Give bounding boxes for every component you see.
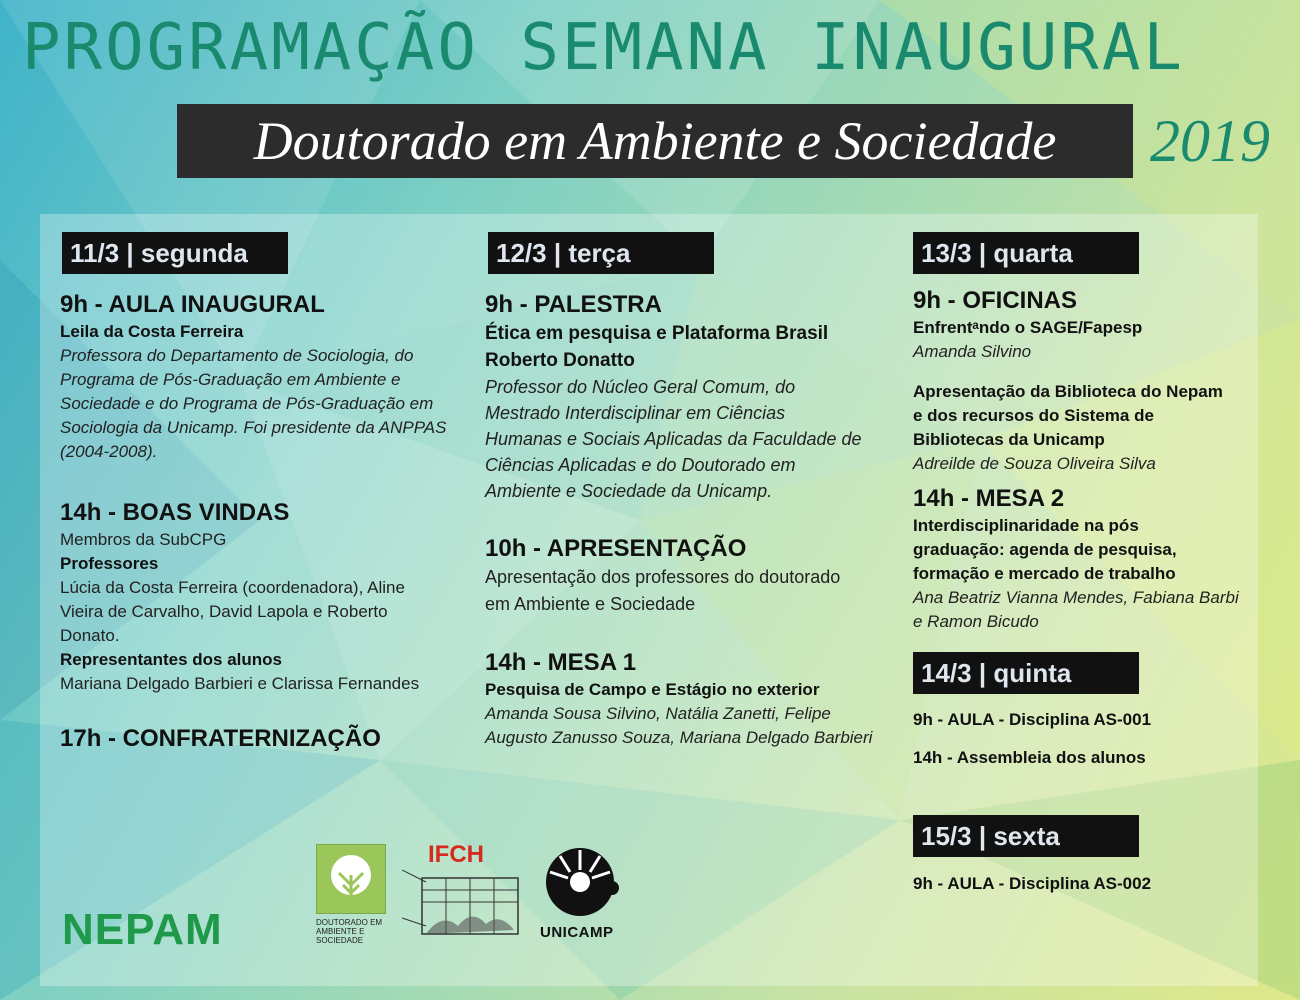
panel-title: Interdisciplinaridade na pós (913, 516, 1139, 535)
program-year: 2019 (1150, 108, 1270, 174)
schedule-column-1 (60, 290, 460, 754)
event-aula-inaugural (60, 290, 460, 464)
doutorado-line: AMBIENTE E (316, 927, 365, 936)
speaker-bio: Humanas e Sociais Aplicadas da Faculdade de (485, 429, 862, 449)
event-heading: 17h - CONFRATERNIZAÇÃO (60, 725, 381, 752)
workshop-title: Bibliotecas da Unicamp (913, 430, 1105, 449)
event-heading: 9h - PALESTRA (485, 291, 662, 318)
speaker-name: Roberto Donatto (485, 350, 635, 371)
speaker-bio: Ambiente e Sociedade da Unicamp. (485, 481, 773, 501)
spacer (913, 732, 1258, 746)
schedule-quinta (913, 708, 1258, 770)
event-line: Apresentação dos professores do doutorado (485, 567, 841, 587)
unicamp-logo (538, 842, 628, 942)
speaker-bio: Programa de Pós-Graduação em Ambiente e (60, 370, 401, 389)
event-heading: 9h - AULA INAUGURAL (60, 291, 325, 318)
event-oficinas (913, 286, 1258, 476)
doutorado-line: SOCIEDADE (316, 936, 364, 945)
day-label-sexta: 15/3 | sexta (913, 815, 1139, 857)
speaker-bio: Ciências Aplicadas e do Doutorado em (485, 455, 796, 475)
talk-title: Ética em pesquisa e Plataforma Brasil (485, 323, 829, 344)
spacer (913, 364, 1258, 380)
day-label-segunda: 11/3 | segunda (62, 232, 288, 274)
unicamp-emblem-icon (538, 842, 628, 922)
speaker-bio: Sociedade e do Programa de Pós-Graduação em (60, 394, 434, 413)
speaker-bio: Mestrado Interdisciplinar em Ciências (485, 403, 786, 423)
workshop-speaker: Amanda Silvino (913, 342, 1032, 361)
workshop-speaker: Adreilde de Souza Oliveira Silva (913, 454, 1156, 473)
event-aula: 9h - AULA - Disciplina AS-001 (913, 710, 1152, 729)
day-label-terca: 12/3 | terça (488, 232, 714, 274)
panel-speakers: e Ramon Bicudo (913, 612, 1039, 631)
doutorado-logo-text (316, 918, 386, 945)
speaker-bio: Professora do Departamento de Sociologia, do (60, 346, 414, 365)
schedule-column-3 (913, 286, 1258, 634)
ifch-logo-text: IFCH (428, 841, 484, 868)
event-boas-vindas (60, 498, 460, 696)
unicamp-logo-text: UNICAMP (540, 924, 614, 941)
workshop-title: Enfrentᵃndo o SAGE/Fapesp (913, 318, 1143, 337)
doutorado-logo (316, 844, 386, 945)
speaker-name: Leila da Costa Ferreira (60, 322, 244, 341)
event-heading: 14h - MESA 2 (913, 485, 1065, 512)
program-subtitle: Doutorado em Ambiente e Sociedade (177, 104, 1133, 178)
event-confraternizacao (60, 724, 460, 754)
event-apresentacao (485, 534, 905, 618)
doutorado-line: DOUTORADO EM (316, 918, 383, 927)
tree-icon (316, 844, 386, 914)
panel-title: Pesquisa de Campo e Estágio no exterior (485, 680, 820, 699)
event-subheading: Professores (60, 554, 159, 573)
page-title: PROGRAMAÇÃO SEMANA INAUGURAL (22, 11, 1185, 85)
speaker-bio: Sociologia da Unicamp. Foi presidente da ANPPAS (60, 418, 447, 437)
panel-title: graduação: agenda de pesquisa, (913, 540, 1177, 559)
event-heading: 10h - APRESENTAÇÃO (485, 535, 747, 562)
day-label-quarta: 13/3 | quarta (913, 232, 1139, 274)
event-aula: 9h - AULA - Disciplina AS-002 (913, 874, 1152, 893)
event-subheading: Representantes dos alunos (60, 650, 283, 669)
event-mesa-2 (913, 484, 1258, 634)
workshop-title: e dos recursos do Sistema de (913, 406, 1154, 425)
panel-speakers: Ana Beatriz Vianna Mendes, Fabiana Barbi (913, 588, 1239, 607)
speaker-bio: (2004-2008). (60, 442, 158, 461)
event-heading: 14h - BOAS VINDAS (60, 499, 290, 526)
panel-speakers: Augusto Zanusso Souza, Mariana Delgado Barbieri (485, 728, 873, 747)
workshop-title: Apresentação da Biblioteca do Nepam (913, 382, 1223, 401)
speaker-bio: Professor do Núcleo Geral Comum, do (485, 377, 796, 397)
building-icon (402, 868, 532, 940)
schedule-sexta (913, 872, 1258, 896)
event-line: Donato. (60, 626, 120, 645)
event-heading: 9h - OFICINAS (913, 287, 1078, 314)
event-assembleia: 14h - Assembleia dos alunos (913, 748, 1146, 767)
event-line: Membros da SubCPG (60, 530, 227, 549)
panel-speakers: Amanda Sousa Silvino, Natália Zanetti, Felipe (485, 704, 831, 723)
panel-title: formação e mercado de trabalho (913, 564, 1176, 583)
event-heading: 14h - MESA 1 (485, 649, 637, 676)
event-palestra (485, 290, 905, 504)
event-line: em Ambiente e Sociedade (485, 594, 696, 614)
event-line: Lúcia da Costa Ferreira (coordenadora), Aline (60, 578, 405, 597)
event-line: Vieira de Carvalho, David Lapola e Roberto (60, 602, 388, 621)
ifch-logo (402, 842, 532, 942)
nepam-logo: NEPAM (62, 905, 223, 954)
event-mesa-1 (485, 648, 905, 750)
event-line: Mariana Delgado Barbieri e Clarissa Fernandes (60, 674, 420, 693)
day-label-quinta: 14/3 | quinta (913, 652, 1139, 694)
schedule-column-2 (485, 290, 905, 750)
